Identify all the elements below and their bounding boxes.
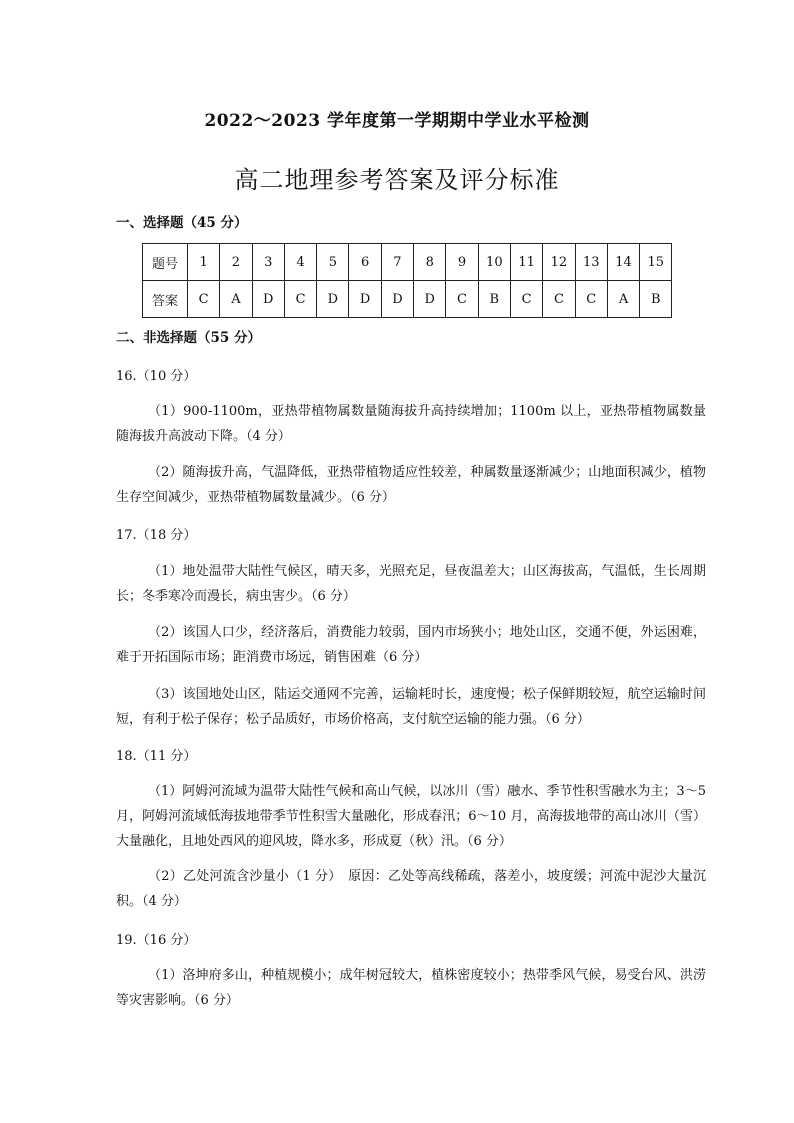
- answer-cell: C: [188, 281, 220, 318]
- question-number-cell: 14: [607, 244, 639, 281]
- answer-cell: B: [640, 281, 672, 318]
- answer-cell: A: [220, 281, 252, 318]
- question-number-cell: 12: [543, 244, 575, 281]
- answer-row: [143, 281, 672, 318]
- answer-cell: C: [510, 281, 542, 318]
- row-label-answer: 答案: [143, 281, 188, 318]
- question-19-heading: 19.（16 分）: [116, 933, 197, 948]
- answer-cell: D: [414, 281, 446, 318]
- question-number-cell: 10: [478, 244, 510, 281]
- question-17-heading: 17.（18 分）: [116, 528, 197, 543]
- answer-cell: D: [381, 281, 413, 318]
- question-18-part-2: （2）乙处河流含沙量小（1 分） 原因：乙处等高线稀疏，落差小，坡度缓；河流中泥沙大量沉积。（4 分）: [116, 869, 706, 909]
- question-16-heading: 16.（10 分）: [116, 369, 197, 384]
- answer-cell: D: [317, 281, 349, 318]
- question-number-cell: 8: [414, 244, 446, 281]
- answer-cell: C: [284, 281, 316, 318]
- question-18-heading: 18.（11 分）: [116, 749, 197, 764]
- question-19-part-1: （1）洛坤府多山，种植规模小；成年树冠较大，植株密度较小；热带季风气候，易受台风、洪涝等灾害影响。（6 分）: [116, 968, 706, 1008]
- question-17-part-3: （3）该国地处山区，陆运交通网不完善，运输耗时长，速度慢；松子保鲜期较短，航空运输时间短，有利于松子保存；松子品质好，市场价格高，支付航空运输的能力强。（6 分）: [116, 687, 706, 727]
- answer-table: [142, 243, 672, 318]
- question-number-cell: 5: [317, 244, 349, 281]
- question-number-cell: 4: [284, 244, 316, 281]
- question-number-cell: 2: [220, 244, 252, 281]
- answer-cell: C: [446, 281, 478, 318]
- question-number-cell: 15: [640, 244, 672, 281]
- question-number-cell: 13: [575, 244, 607, 281]
- document-subtitle: 高二地理参考答案及评分标准: [234, 166, 560, 194]
- exam-title: 2022～2023 学年度第一学期期中学业水平检测: [204, 111, 590, 131]
- question-number-cell: 11: [510, 244, 542, 281]
- answer-cell: B: [478, 281, 510, 318]
- question-number-row: [143, 244, 672, 281]
- question-17-part-1: （1）地处温带大陆性气候区，晴天多，光照充足，昼夜温差大；山区海拔高，气温低，生长周期长；冬季寒冷而漫长，病虫害少。（6 分）: [116, 564, 706, 604]
- question-16-part-1: （1）900-1100m，亚热带植物属数量随海拔升高持续增加；1100m 以上，亚热带植物属数量随海拔升高波动下降。（4 分）: [116, 404, 706, 444]
- question-18-part-1: （1）阿姆河流域为温带大陆性气候和高山气候，以冰川（雪）融水、季节性积雪融水为主；3～5 月，阿姆河流域低海拔地带季节性积雪大量融化，形成春汛；6～10 月，高海拔地带的高山冰川（雪）大量融化，且地处西风的迎风坡，降水多，形成夏（秋）汛。（6 分）: [116, 784, 706, 849]
- question-number-cell: 9: [446, 244, 478, 281]
- question-16-part-2: （2）随海拔升高，气温降低，亚热带植物适应性较差，种属数量逐渐减少；山地面积减少，植物生存空间减少，亚热带植物属数量减少。（6 分）: [116, 465, 706, 505]
- answer-cell: C: [543, 281, 575, 318]
- answer-cell: C: [575, 281, 607, 318]
- question-number-cell: 1: [188, 244, 220, 281]
- question-17-part-2: （2）该国人口少，经济落后，消费能力较弱，国内市场狭小；地处山区，交通不便，外运困难，难于开拓国际市场；距消费市场远，销售困难（6 分）: [116, 625, 706, 665]
- question-number-cell: 7: [381, 244, 413, 281]
- answer-cell: D: [349, 281, 381, 318]
- answer-cell: A: [607, 281, 639, 318]
- question-number-cell: 6: [349, 244, 381, 281]
- row-label-question-number: 题号: [143, 244, 188, 281]
- question-number-cell: 3: [252, 244, 284, 281]
- section-heading-choice: 一、选择题（45 分）: [116, 215, 248, 231]
- section-heading-nonchoice: 二、非选择题（55 分）: [116, 330, 261, 346]
- answer-cell: D: [252, 281, 284, 318]
